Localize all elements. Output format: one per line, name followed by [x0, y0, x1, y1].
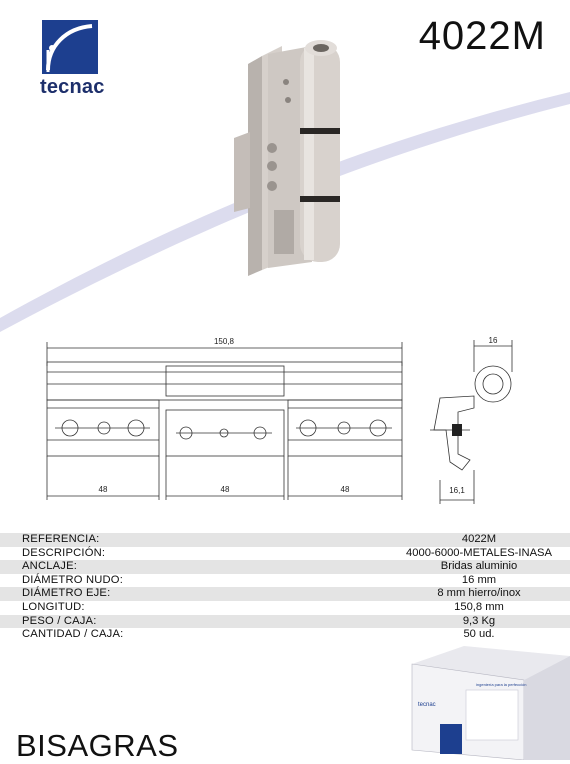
spec-row-diametro-nudo	[0, 574, 570, 588]
spec-label: DIÁMETRO EJE:	[22, 587, 111, 600]
technical-drawing	[0, 330, 570, 520]
spec-label: ANCLAJE:	[22, 560, 78, 573]
hinge-photo	[234, 40, 340, 276]
box-tagline: ingeniería para la perfección	[476, 682, 527, 687]
brand-name: tecnac	[40, 76, 105, 98]
spec-value: 50 ud.	[463, 628, 495, 641]
spec-value: 16 mm	[461, 573, 497, 586]
dimension-segment-2: 48	[220, 485, 230, 494]
spec-table	[0, 533, 570, 642]
spec-row-descripcion	[0, 547, 570, 561]
packaging-box-illustration	[404, 646, 570, 760]
spec-value: 150,8 mm	[454, 600, 504, 613]
product-code: 4022M	[418, 14, 546, 58]
spec-row-diametro-eje	[0, 587, 570, 601]
spec-row-peso-caja	[0, 615, 570, 629]
spec-label: DIÁMETRO NUDO:	[22, 573, 124, 586]
spec-row-anclaje	[0, 560, 570, 574]
dimension-segment-3: 48	[340, 485, 350, 494]
spec-value: 4022M	[461, 533, 497, 545]
spec-value: Bridas aluminio	[440, 560, 518, 573]
brand-logo-icon	[42, 20, 98, 74]
dimension-side-depth: 16,1	[449, 486, 465, 495]
product-category-title: BISAGRAS	[16, 728, 179, 763]
spec-row-longitud	[0, 601, 570, 615]
spec-value: 8 mm hierro/inox	[437, 587, 521, 600]
dimension-top-width: 16	[488, 336, 498, 345]
spec-label: LONGITUD:	[22, 600, 85, 613]
dimension-total-length: 150,8	[213, 337, 235, 346]
spec-label: REFERENCIA:	[22, 533, 100, 545]
spec-label: DESCRIPCIÓN:	[22, 546, 106, 559]
spec-row-referencia	[0, 533, 570, 547]
spec-value: 9,3 Kg	[462, 614, 496, 627]
dimension-segment-1: 48	[98, 485, 108, 494]
spec-label: PESO / CAJA:	[22, 614, 97, 627]
spec-value: 4000-6000-METALES-INASA	[406, 546, 552, 559]
spec-label: CANTIDAD / CAJA:	[22, 628, 124, 641]
spec-row-cantidad-caja	[0, 628, 570, 642]
box-brand: tecnac	[418, 702, 436, 708]
